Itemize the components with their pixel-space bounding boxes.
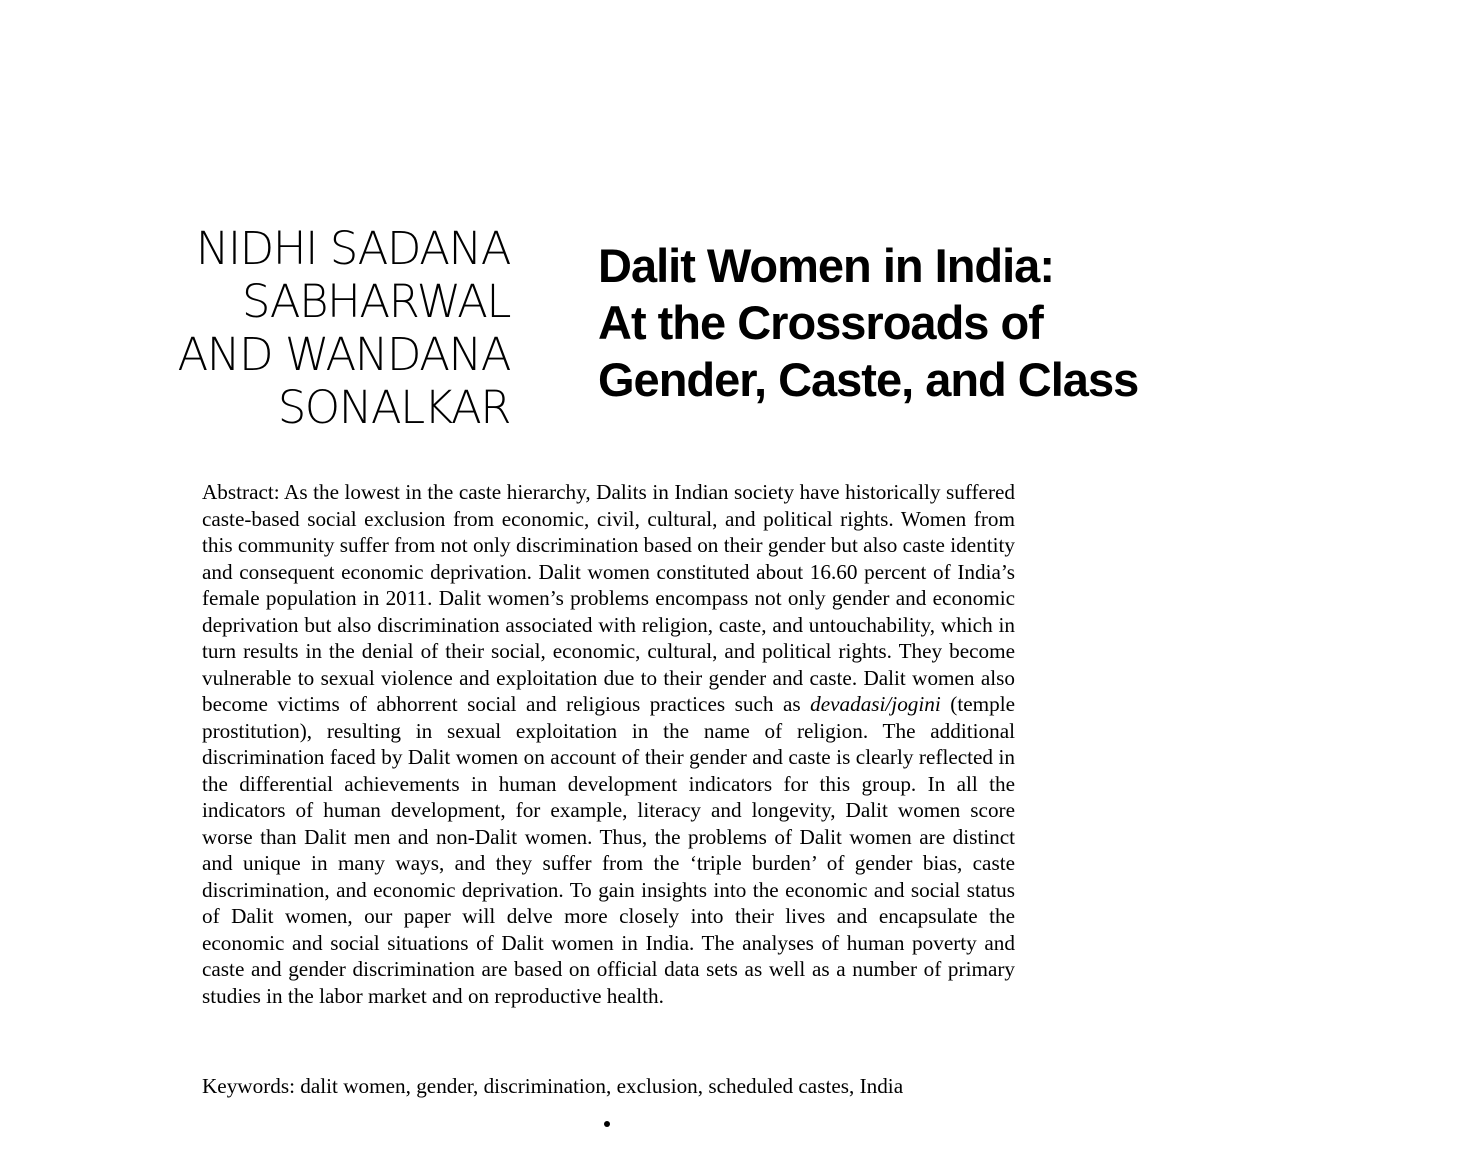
bullet-ornament <box>604 1121 610 1127</box>
keywords-line: Keywords: dalit women, gender, discrimination, exclusion, scheduled castes, India <box>202 1074 904 1098</box>
title-line: At the Crossroads of <box>598 296 1043 349</box>
author-line: SONALKAR <box>277 381 510 434</box>
abstract-italic-term: devadasi/jogini <box>810 692 941 716</box>
abstract-paragraph <box>202 479 1015 1009</box>
author-line: AND WANDANA <box>177 328 510 381</box>
title-line: Gender, Caste, and Class <box>598 353 1139 406</box>
author-line: SABHARWAL <box>241 275 510 328</box>
author-line: NIDHI SADANA <box>195 222 510 275</box>
author-names <box>130 222 510 434</box>
article-title <box>598 237 1238 408</box>
abstract-text-part: Abstract: As the lowest in the caste hierarchy, Dalits in Indian society have historically suffered caste-based social exclusion from economic, civil, cultural, and political rights. Women from this community suffer from not only discrimination based on their gender but also caste identity and consequent economic deprivation. Dalit women constituted about 16.60 percent of India’s female population in 2011. Dalit women’s problems encompass not only gender and economic deprivation but also discrimination associated with religion, caste, and untouchability, which in turn results in the denial of their social, economic, cultural, and political rights. They become vulnerable to sexual violence and exploitation due to their gender and caste. Dalit women also become victims of abhorrent social and religious practices such as <box>202 480 1015 716</box>
title-line: Dalit Women in India: <box>598 239 1054 292</box>
abstract-text-part: (temple prostitution), resulting in sexual exploitation in the name of religion. The additional discrimination faced by Dalit women on account of their gender and caste is clearly reflected in the differential achievements in human development indicators for this group. In all the indicators of human development, for example, literacy and longevity, Dalit women score worse than Dalit men and non-Dalit women. Thus, the problems of Dalit women are distinct and unique in many ways, and they suffer from the ‘triple burden’ of gender bias, caste discrimination, and economic deprivation. To gain insights into the economic and social status of Dalit women, our paper will delve more closely into their lives and encapsulate the economic and social situations of Dalit women in India. The analyses of human poverty and caste and gender discrimination are based on official data sets as well as a number of primary studies in the labor market and on reproductive health. <box>202 692 1015 1008</box>
